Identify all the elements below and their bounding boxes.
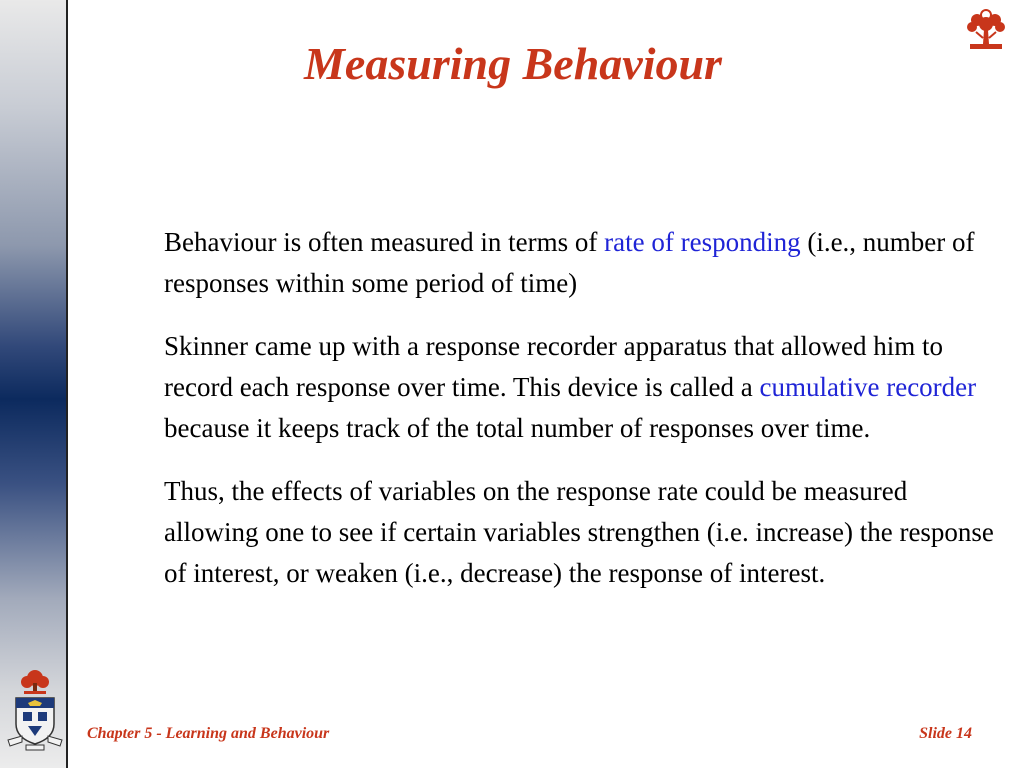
tree-logo-icon <box>962 8 1010 52</box>
paragraph-text: (i.e., number of responses within some period of time) <box>164 227 975 298</box>
highlighted-term: rate of responding <box>604 227 801 257</box>
paragraph-text: Skinner came up with a response recorder apparatus that allowed him to record each response over time. This device is called a <box>164 331 943 402</box>
paragraph-text: because it keeps track of the total number of responses over time. <box>164 413 871 443</box>
slide-body <box>164 222 999 616</box>
footer-chapter-label: Chapter 5 - Learning and Behaviour <box>87 725 330 742</box>
page-title: Measuring Behaviour <box>304 38 722 89</box>
sidebar-gradient-bar <box>0 0 68 768</box>
footer-slide-number: Slide 14 <box>919 725 972 742</box>
paragraph-text: Behaviour is often measured in terms of <box>164 227 605 257</box>
paragraph-variable-effects: Thus, the effects of variables on the response rate could be measured allowing one to see if certain variables strengthen (i.e. increase) the response of interest, or weaken (i.e., decrease) the response of interest. <box>164 476 994 588</box>
paragraph-rate-of-responding <box>164 222 999 304</box>
university-crest-icon <box>6 666 64 752</box>
highlighted-term: cumulative recorder <box>759 372 977 402</box>
paragraph-cumulative-recorder <box>164 326 999 449</box>
